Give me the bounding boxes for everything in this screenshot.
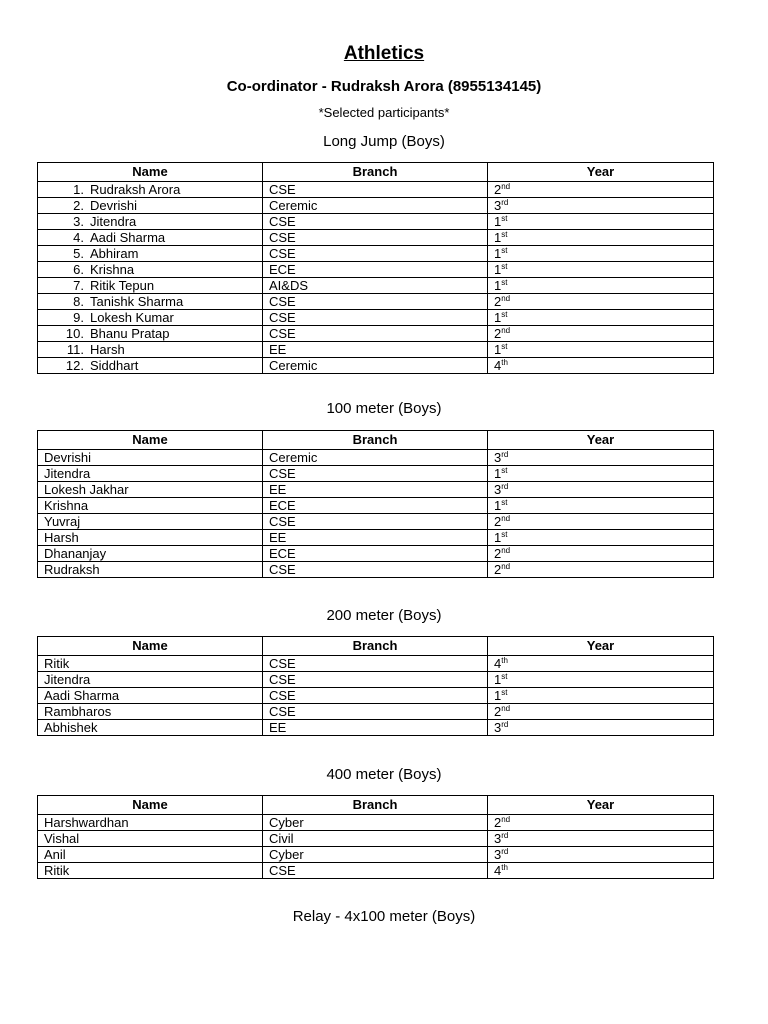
participant-name: Krishna xyxy=(90,262,135,277)
year-number: 1 xyxy=(494,278,502,293)
year-number: 4 xyxy=(494,656,502,671)
year-ordinal-suffix: nd xyxy=(501,294,511,303)
year-cell xyxy=(488,514,714,530)
row-number: 9. xyxy=(73,310,84,325)
year-cell xyxy=(488,704,714,720)
branch-column-header: Branch xyxy=(263,163,488,182)
year-number: 2 xyxy=(494,182,502,197)
table-row xyxy=(38,688,714,704)
table-row xyxy=(38,498,714,514)
long-jump-table xyxy=(37,162,714,374)
branch-cell: CSE xyxy=(263,672,488,688)
year-cell xyxy=(488,294,714,310)
year-number: 1 xyxy=(494,214,502,229)
participant-name: Jitendra xyxy=(44,466,91,481)
participant-name-cell xyxy=(38,278,263,294)
200m-table xyxy=(37,636,714,736)
table-header-row xyxy=(38,163,714,182)
year-number: 2 xyxy=(494,326,502,341)
row-number: 10. xyxy=(65,326,84,341)
year-ordinal-suffix: st xyxy=(501,530,508,539)
table-row xyxy=(38,514,714,530)
name-column-header: Name xyxy=(38,796,263,815)
row-number: 7. xyxy=(73,278,84,293)
table-row xyxy=(38,198,714,214)
participant-name-cell xyxy=(38,466,263,482)
year-number: 1 xyxy=(494,688,502,703)
year-number: 1 xyxy=(494,262,502,277)
year-cell xyxy=(488,815,714,831)
branch-cell: Ceremic xyxy=(263,358,488,374)
year-cell xyxy=(488,847,714,863)
year-cell xyxy=(488,198,714,214)
participant-name-cell xyxy=(38,656,263,672)
participant-name-cell xyxy=(38,720,263,736)
year-ordinal-suffix: nd xyxy=(501,704,511,713)
year-number: 1 xyxy=(494,530,502,545)
year-cell xyxy=(488,310,714,326)
year-ordinal-suffix: nd xyxy=(501,562,511,571)
table-row xyxy=(38,214,714,230)
100m-heading: 100 meter (Boys) xyxy=(326,400,442,417)
participant-name: Abhiram xyxy=(90,246,139,261)
table-row xyxy=(38,342,714,358)
year-cell xyxy=(488,278,714,294)
year-number: 2 xyxy=(494,704,502,719)
year-ordinal-suffix: st xyxy=(501,214,508,223)
year-column-header: Year xyxy=(488,163,714,182)
year-cell xyxy=(488,262,714,278)
year-ordinal-suffix: st xyxy=(501,262,508,271)
table-row xyxy=(38,230,714,246)
table-row xyxy=(38,720,714,736)
year-ordinal-suffix: st xyxy=(501,342,508,351)
year-cell xyxy=(488,482,714,498)
participant-name-cell xyxy=(38,562,263,578)
participant-name-cell xyxy=(38,262,263,278)
participant-name-cell xyxy=(38,246,263,262)
participant-name-cell xyxy=(38,815,263,831)
year-ordinal-suffix: nd xyxy=(501,326,511,335)
row-number: 8. xyxy=(73,294,84,309)
branch-cell: EE xyxy=(263,530,488,546)
year-number: 3 xyxy=(494,847,502,862)
branch-cell: ECE xyxy=(263,262,488,278)
year-number: 2 xyxy=(494,815,502,830)
participant-name: Yuvraj xyxy=(44,514,81,529)
table-header-row xyxy=(38,431,714,450)
participant-name: Anil xyxy=(44,847,66,862)
year-cell xyxy=(488,342,714,358)
participant-name: Aadi Sharma xyxy=(44,688,120,703)
year-cell xyxy=(488,326,714,342)
branch-cell: CSE xyxy=(263,514,488,530)
participant-name: Rudraksh xyxy=(44,562,100,577)
participant-name: Devrishi xyxy=(90,198,137,213)
table-header-row xyxy=(38,637,714,656)
branch-cell: EE xyxy=(263,482,488,498)
branch-cell: CSE xyxy=(263,326,488,342)
table-row xyxy=(38,182,714,198)
year-number: 3 xyxy=(494,831,502,846)
table-row xyxy=(38,278,714,294)
participant-name-cell xyxy=(38,514,263,530)
branch-cell: CSE xyxy=(263,182,488,198)
year-number: 1 xyxy=(494,466,502,481)
branch-cell: CSE xyxy=(263,466,488,482)
participant-name: Aadi Sharma xyxy=(90,230,166,245)
400m-table xyxy=(37,795,714,879)
table-row xyxy=(38,863,714,879)
relay-heading: Relay - 4x100 meter (Boys) xyxy=(292,908,476,925)
row-number: 11. xyxy=(66,342,84,357)
table-row xyxy=(38,530,714,546)
participant-name-cell xyxy=(38,450,263,466)
table-row xyxy=(38,672,714,688)
table-row xyxy=(38,246,714,262)
participant-name: Bhanu Pratap xyxy=(90,326,170,341)
participant-name: Ritik Tepun xyxy=(90,278,155,293)
participant-name: Siddhart xyxy=(90,358,139,373)
year-cell xyxy=(488,672,714,688)
year-cell xyxy=(488,831,714,847)
branch-cell: Cyber xyxy=(263,815,488,831)
year-number: 2 xyxy=(494,294,502,309)
year-number: 1 xyxy=(494,310,502,325)
table-row xyxy=(38,656,714,672)
branch-cell: AI&DS xyxy=(263,278,488,294)
participant-name: Ritik xyxy=(44,863,70,878)
year-number: 1 xyxy=(494,342,502,357)
branch-cell: CSE xyxy=(263,704,488,720)
year-ordinal-suffix: st xyxy=(501,672,508,681)
branch-cell: CSE xyxy=(263,863,488,879)
participant-name-cell xyxy=(38,498,263,514)
year-cell xyxy=(488,530,714,546)
year-cell xyxy=(488,863,714,879)
table-row xyxy=(38,466,714,482)
year-column-header: Year xyxy=(488,796,714,815)
year-number: 2 xyxy=(494,514,502,529)
year-ordinal-suffix: st xyxy=(501,230,508,239)
name-column-header: Name xyxy=(38,431,263,450)
branch-cell: ECE xyxy=(263,498,488,514)
row-number: 6. xyxy=(73,262,84,277)
row-number: 12. xyxy=(65,358,84,373)
participant-name: Harshwardhan xyxy=(44,815,129,830)
table-row xyxy=(38,326,714,342)
branch-column-header: Branch xyxy=(263,796,488,815)
branch-cell: Ceremic xyxy=(263,450,488,466)
branch-column-header: Branch xyxy=(263,431,488,450)
year-number: 3 xyxy=(494,720,502,735)
year-ordinal-suffix: rd xyxy=(501,720,509,729)
participant-name-cell xyxy=(38,358,263,374)
branch-cell: CSE xyxy=(263,310,488,326)
participant-name-cell xyxy=(38,704,263,720)
year-cell xyxy=(488,546,714,562)
branch-cell: CSE xyxy=(263,214,488,230)
name-column-header: Name xyxy=(38,163,263,182)
year-ordinal-suffix: st xyxy=(501,278,508,287)
branch-cell: CSE xyxy=(263,562,488,578)
participant-name: Tanishk Sharma xyxy=(90,294,184,309)
year-ordinal-suffix: rd xyxy=(501,482,509,491)
year-ordinal-suffix: th xyxy=(501,358,508,367)
participant-name-cell xyxy=(38,310,263,326)
long-jump-heading: Long Jump (Boys) xyxy=(323,133,445,150)
participant-name-cell xyxy=(38,294,263,310)
year-ordinal-suffix: rd xyxy=(501,847,509,856)
table-row xyxy=(38,262,714,278)
table-row xyxy=(38,310,714,326)
table-row xyxy=(38,704,714,720)
year-ordinal-suffix: rd xyxy=(501,450,509,459)
year-number: 3 xyxy=(494,450,502,465)
branch-column-header: Branch xyxy=(263,637,488,656)
participant-name: Dhananjay xyxy=(44,546,107,561)
table-header-row xyxy=(38,796,714,815)
row-number: 1. xyxy=(73,182,84,197)
table-row xyxy=(38,847,714,863)
year-cell xyxy=(488,230,714,246)
row-number: 4. xyxy=(73,230,84,245)
branch-cell: CSE xyxy=(263,294,488,310)
participant-name-cell xyxy=(38,847,263,863)
year-ordinal-suffix: th xyxy=(501,656,508,665)
year-ordinal-suffix: rd xyxy=(501,198,509,207)
year-ordinal-suffix: nd xyxy=(501,514,511,523)
year-cell xyxy=(488,562,714,578)
year-cell xyxy=(488,214,714,230)
participant-name: Lokesh Jakhar xyxy=(44,482,129,497)
participant-name-cell xyxy=(38,546,263,562)
participant-name: Vishal xyxy=(44,831,80,846)
participant-name: Harsh xyxy=(44,530,79,545)
participant-name-cell xyxy=(38,530,263,546)
participant-name: Ritik xyxy=(44,656,70,671)
200m-heading: 200 meter (Boys) xyxy=(326,607,442,624)
100m-table xyxy=(37,430,714,578)
year-number: 2 xyxy=(494,562,502,577)
year-cell xyxy=(488,498,714,514)
coordinator-line: Co-ordinator - Rudraksh Arora (8955134145) xyxy=(226,78,542,95)
branch-cell: EE xyxy=(263,342,488,358)
participant-name: Abhishek xyxy=(44,720,98,735)
participant-name-cell xyxy=(38,672,263,688)
row-number: 5. xyxy=(73,246,84,261)
year-ordinal-suffix: st xyxy=(501,246,508,255)
year-column-header: Year xyxy=(488,431,714,450)
branch-cell: Civil xyxy=(263,831,488,847)
year-ordinal-suffix: nd xyxy=(501,815,511,824)
table-row xyxy=(38,562,714,578)
participant-name-cell xyxy=(38,198,263,214)
year-number: 4 xyxy=(494,863,502,878)
participant-name-cell xyxy=(38,182,263,198)
table-row xyxy=(38,482,714,498)
year-ordinal-suffix: nd xyxy=(501,546,511,555)
branch-cell: CSE xyxy=(263,688,488,704)
participant-name: Devrishi xyxy=(44,450,91,465)
table-row xyxy=(38,815,714,831)
branch-cell: Ceremic xyxy=(263,198,488,214)
row-number: 3. xyxy=(73,214,84,229)
year-number: 1 xyxy=(494,672,502,687)
year-number: 3 xyxy=(494,198,502,213)
participant-name: Krishna xyxy=(44,498,89,513)
participant-name-cell xyxy=(38,863,263,879)
year-ordinal-suffix: th xyxy=(501,863,508,872)
page-title: Athletics xyxy=(343,43,425,64)
year-column-header: Year xyxy=(488,637,714,656)
table-row xyxy=(38,831,714,847)
year-ordinal-suffix: nd xyxy=(501,182,511,191)
table-row xyxy=(38,450,714,466)
branch-cell: CSE xyxy=(263,230,488,246)
year-number: 3 xyxy=(494,482,502,497)
year-cell xyxy=(488,450,714,466)
name-column-header: Name xyxy=(38,637,263,656)
participant-name-cell xyxy=(38,688,263,704)
year-ordinal-suffix: st xyxy=(501,688,508,697)
branch-cell: CSE xyxy=(263,656,488,672)
year-cell xyxy=(488,656,714,672)
branch-cell: ECE xyxy=(263,546,488,562)
year-ordinal-suffix: st xyxy=(501,498,508,507)
participant-name-cell xyxy=(38,342,263,358)
participant-name: Rambharos xyxy=(44,704,112,719)
participant-name: Jitendra xyxy=(44,672,91,687)
year-number: 1 xyxy=(494,230,502,245)
branch-cell: Cyber xyxy=(263,847,488,863)
year-cell xyxy=(488,358,714,374)
year-number: 2 xyxy=(494,546,502,561)
year-number: 1 xyxy=(494,498,502,513)
participant-name: Harsh xyxy=(90,342,125,357)
participant-name-cell xyxy=(38,230,263,246)
table-row xyxy=(38,358,714,374)
year-number: 1 xyxy=(494,246,502,261)
year-cell xyxy=(488,182,714,198)
table-row xyxy=(38,294,714,310)
year-cell xyxy=(488,720,714,736)
row-number: 2. xyxy=(73,198,84,213)
participant-name: Lokesh Kumar xyxy=(90,310,174,325)
400m-heading: 400 meter (Boys) xyxy=(326,766,442,783)
year-number: 4 xyxy=(494,358,502,373)
participant-name-cell xyxy=(38,214,263,230)
participant-name-cell xyxy=(38,831,263,847)
year-cell xyxy=(488,688,714,704)
branch-cell: EE xyxy=(263,720,488,736)
branch-cell: CSE xyxy=(263,246,488,262)
year-ordinal-suffix: st xyxy=(501,466,508,475)
participant-name: Rudraksh Arora xyxy=(90,182,181,197)
year-ordinal-suffix: rd xyxy=(501,831,509,840)
table-row xyxy=(38,546,714,562)
selected-participants-note: *Selected participants* xyxy=(318,105,450,120)
participant-name-cell xyxy=(38,482,263,498)
participant-name-cell xyxy=(38,326,263,342)
year-ordinal-suffix: st xyxy=(501,310,508,319)
participant-name: Jitendra xyxy=(90,214,137,229)
year-cell xyxy=(488,466,714,482)
year-cell xyxy=(488,246,714,262)
